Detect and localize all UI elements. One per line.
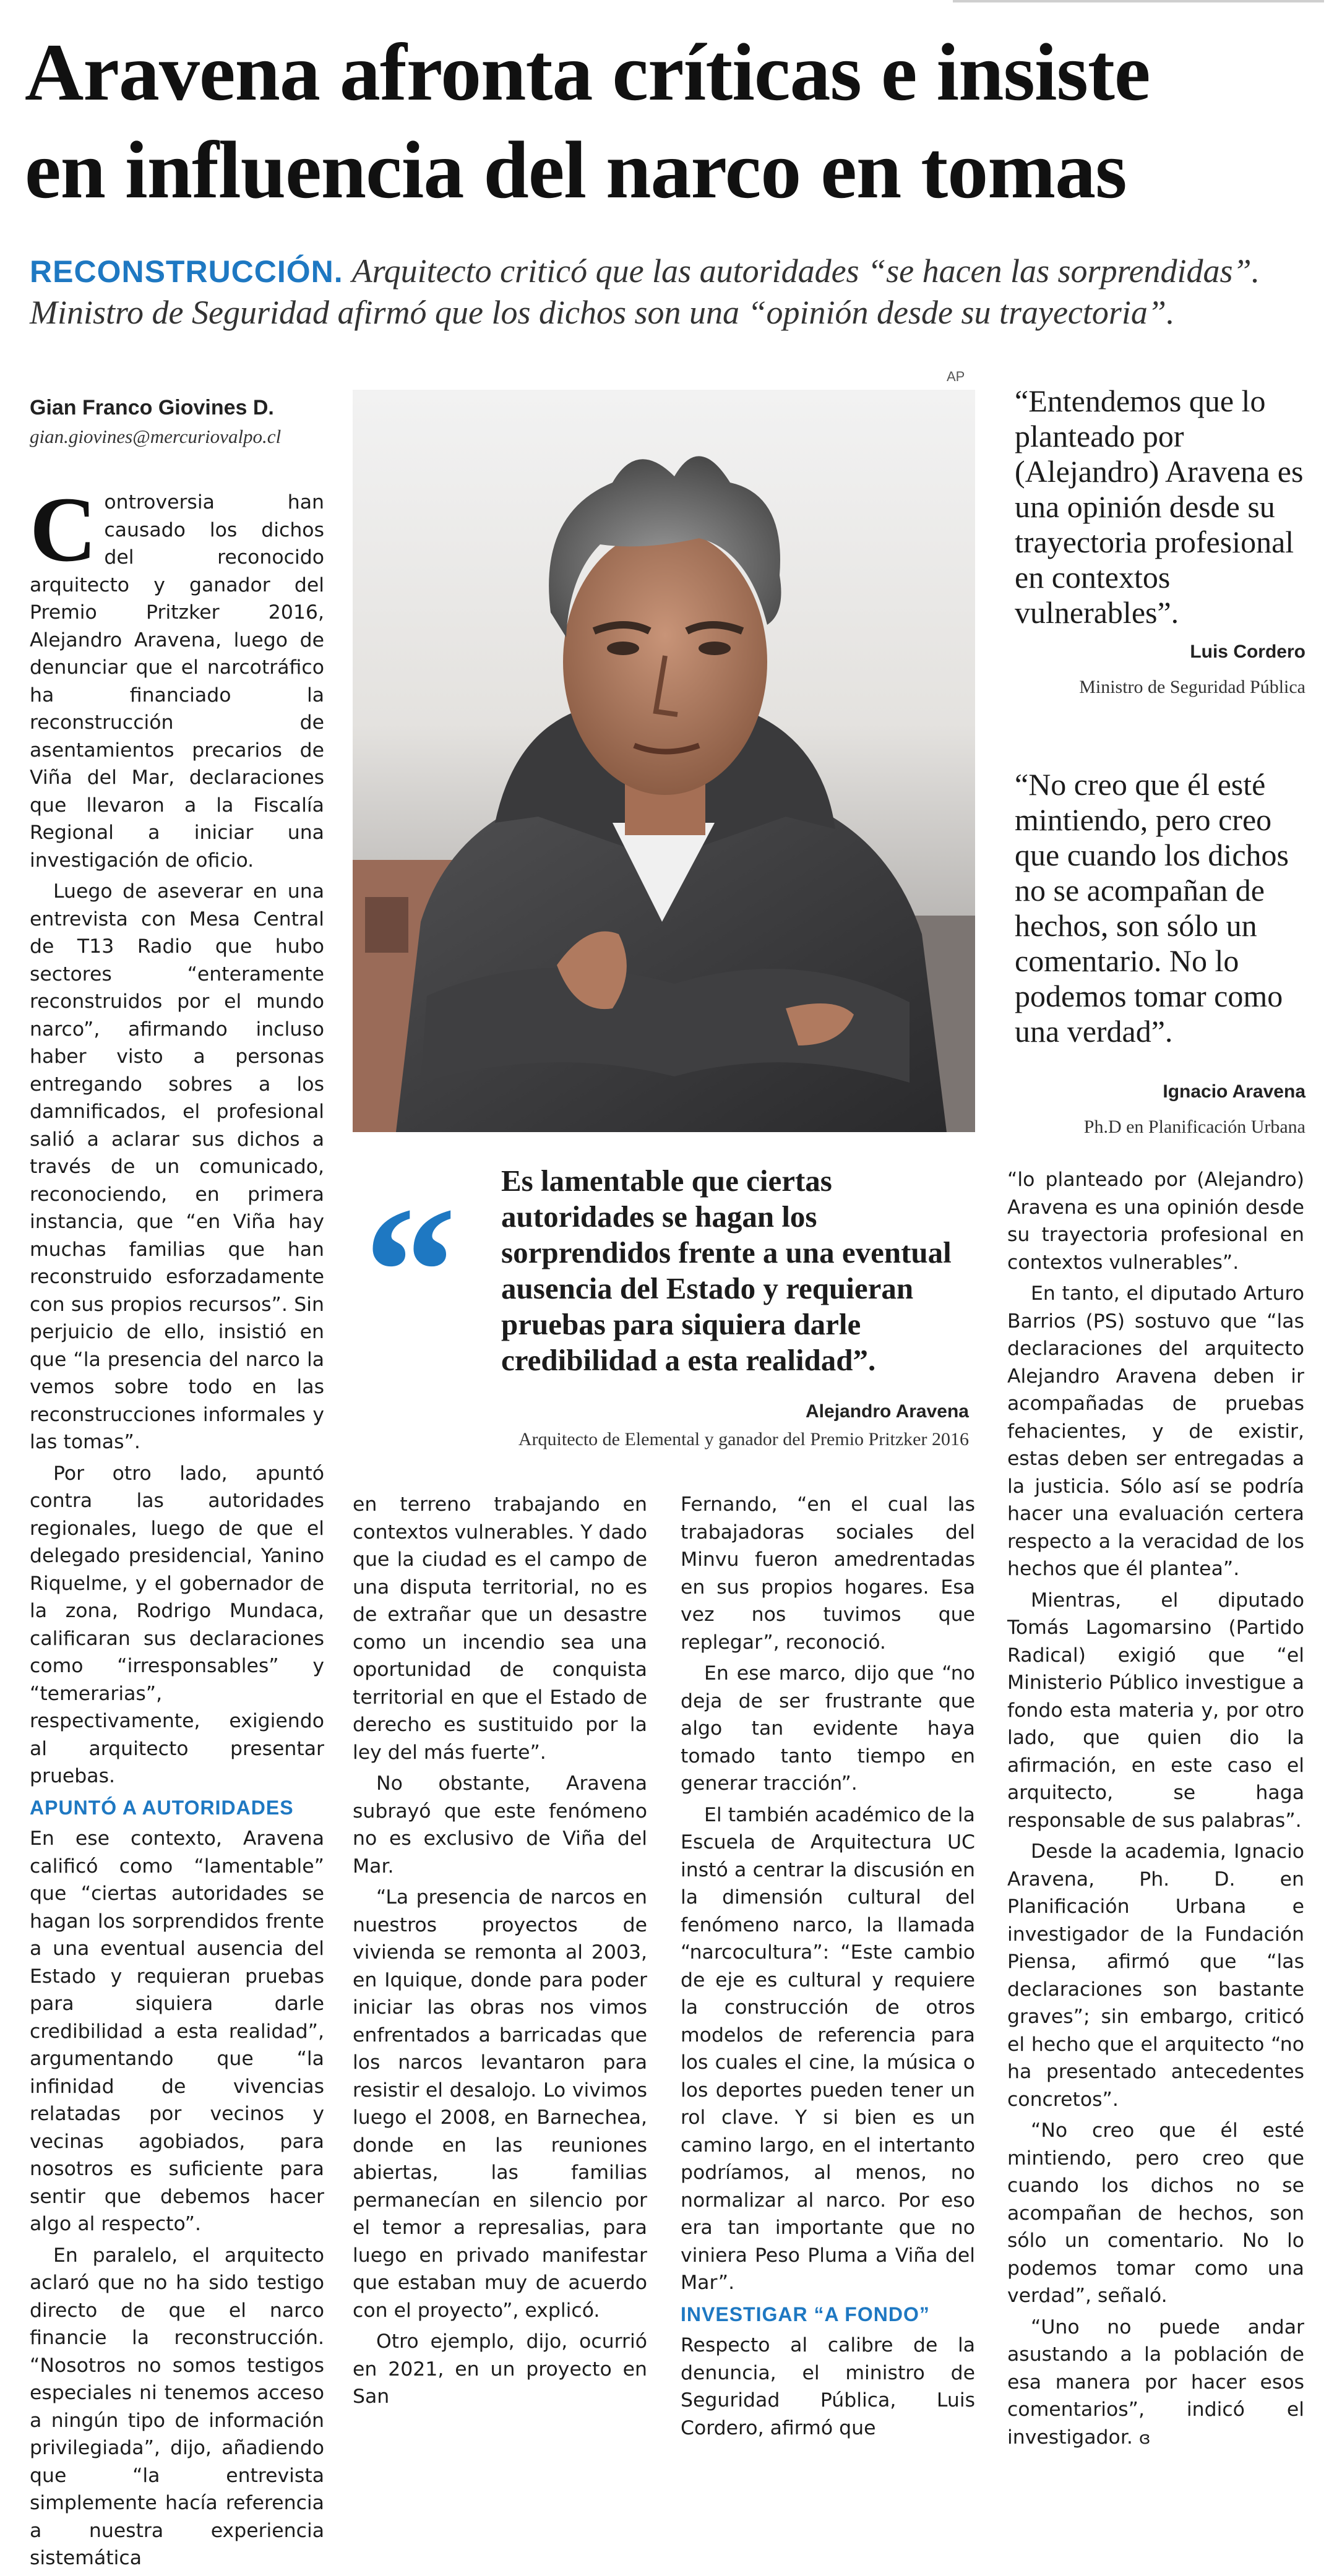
top-rule — [953, 0, 1324, 2]
paragraph: Respecto al calibre de la denuncia, el ministro de Seguridad Pública, Luis Cordero, afirmó que — [681, 2334, 975, 2439]
article-column-1 — [30, 478, 324, 2576]
pullquote-role: Ministro de Seguridad Pública — [1079, 677, 1305, 697]
paragraph: Luego de aseverar en una entrevista con Mesa Central de T13 Radio que hubo sectores “enteramente reconstruidos por el mundo narco”, afirmando incluso haber visto a personas entregando sobres a los damnificados, el profesional salió a aclarar sus dichos a través de un comunicado, reconociendo, en primera instancia, que “en Viña hay muchas familias que han reconstruido esforzadamente con sus propios recursos”. Sin perjuicio de ello, insistió en que “la presencia del narco la vemos sobre todo en las reconstrucciones informales y las tomas”. — [30, 880, 324, 1453]
paragraph: Mientras, el diputado Tomás Lagomarsino (Partido Radical) exigió que “el Ministerio Público investigue a fondo esta materia y, por otro lado, que quien dio la afirmación, en este caso el arquitecto, se haga responsable de sus palabras”. — [1007, 1589, 1304, 1832]
main-quote-text: Es lamentable que ciertas autoridades se hagan los sorprendidos frente a una eventual ausencia del Estado y requieran pruebas para siquiera darle credibilidad a esta realidad”. — [501, 1164, 952, 1377]
main-quote-name: Alejandro Aravena — [806, 1401, 969, 1422]
paragraph: Controversia han causado los dichos del reconocido arquitecto y ganador del Premio Pritzker 2016, Alejandro Aravena, luego de denunciar que el narcotráfico ha financiado la reconstrucción de asentamientos precarios de Viña del Mar, declaraciones que llevaron a la Fiscalía Regional a iniciar una investigación de oficio. — [30, 478, 324, 872]
deck — [30, 251, 1310, 333]
pullquote-text: “No creo que él esté mintiendo, pero creo que cuando los dichos no se acompañan de hechos, son sólo un comentario. No lo podemos tomar como una verdad”. — [1015, 767, 1289, 1049]
pullquote-ignacio — [1015, 767, 1305, 1144]
article-column-2 — [353, 1491, 647, 2415]
quote-mark-icon: “ — [364, 1169, 457, 1374]
paragraph: “Uno no puede andar asustando a la población de esa manera por hacer esos comentarios”, indicó el investigador. ɞ — [1007, 2316, 1304, 2449]
paragraph: “La presencia de narcos en nuestros proyectos de vivienda se remonta al 2003, en Iquique, donde para poder iniciar las obras nos vimos enfrentados a barricadas que los narcos levantaron para resistir el desalojo. Lo vivimos luego el 2008, en Barnechea, donde en las reuniones abiertas, las familias permanecían en silencio por el temor a represalias, para luego en privado manifestar que estaban muy de acuerdo con el proyecto”, explicó. — [353, 1886, 647, 2322]
headline-line-1: Aravena afronta críticas e insiste — [25, 27, 1150, 118]
paragraph: En ese contexto, Aravena calificó como “lamentable” que “ciertas autoridades se hagan los sorprendidos frente a una eventual ausencia del Estado y requieran pruebas para siquiera darle credibilidad a esta realidad”, argumentando que “la infinidad de vivencias relatadas por vecinos y vecinas agobiados, para nosotros es suficiente para sentir que debemos hacer algo al respecto”. — [30, 1827, 324, 2235]
paragraph: El también académico de la Escuela de Arquitectura UC instó a centrar la discusión en la dimensión cultural del fenómeno narco, la llamada “narcocultura”: “Este cambio de eje es cultural y requiere la construcción de otros modelos de referencia para los cuales el cine, la música o los deportes pueden tener un rol clave. Y si bien es un camino largo, en el intertanto podríamos, al menos, no normalizar al narco. Por eso era tan importante que no viniera Peso Pluma a Viña del Mar”. — [681, 1803, 975, 2294]
paragraph: Por otro lado, apuntó contra las autoridades regionales, luego de que el delegado presidencial, Yanino Riquelme, y el gobernador de la zona, Rodrigo Mundaca, calificaran sus declaraciones como “irresponsables” y “temerarias”, respectivamente, exigiendo al arquitecto presentar pruebas. — [30, 1462, 324, 1787]
deck-line-1: Arquitecto criticó que las autoridades “se hacen las sorprendidas”. — [351, 252, 1260, 290]
portrait-photo — [353, 390, 975, 1132]
pullquote-role: Ph.D en Planificación Urbana — [1083, 1117, 1305, 1137]
paragraph: Otro ejemplo, dijo, ocurrió en 2021, en un proyecto en San — [353, 2330, 647, 2408]
author-name: Gian Franco Giovines D. — [30, 396, 274, 419]
subhead-investigar: INVESTIGAR “A FONDO” — [681, 2303, 930, 2325]
pullquote-cordero — [1015, 384, 1305, 705]
paragraph: En tanto, el diputado Arturo Barrios (PS) sostuvo que “las declaraciones del arquitecto Alejandro Aravena deben ir acompañadas de pruebas fehacientes, y de existir, estas deben ser entregadas a la justicia. Sólo así se podría hacer una evaluación certera respecto a la veracidad de los hechos que él plantea”. — [1007, 1282, 1304, 1580]
paragraph: En paralelo, el arquitecto aclaró que no ha sido testigo directo de que el narco financie la reconstrucción. “Nosotros no somos testigos especiales ni tenemos acceso a ningún tipo de información privilegiada”, dijo, añadiendo que “la entrevista simplemente hacía referencia a nuestra experiencia sistemática — [30, 2244, 324, 2569]
deck-line-2: Ministro de Seguridad afirmó que los dichos son una “opinión desde su trayectoria”. — [30, 294, 1175, 331]
subhead-apunto: APUNTÓ A AUTORIDADES — [30, 1796, 294, 1819]
headline-line-2: en influencia del narco en tomas — [25, 124, 1127, 215]
author-email[interactable]: gian.giovines@mercuriovalpo.cl — [30, 426, 282, 447]
pullquote-text: “Entendemos que lo planteado por (Alejandro) Aravena es una opinión desde su trayectoria profesional en contextos vulnerables”. — [1015, 384, 1304, 630]
headline — [25, 24, 1312, 219]
paragraph: Fernando, “en el cual las trabajadoras sociales del Minvu fueron amedrentadas en sus propios hogares. Esa vez nos tuvimos que replegar”, reconoció. — [681, 1493, 975, 1654]
article-column-4 — [1007, 1166, 1304, 2455]
paragraph: No obstante, Aravena subrayó que este fenómeno no es exclusivo de Viña del Mar. — [353, 1772, 647, 1878]
photo-credit: AP — [947, 369, 965, 384]
section-tag: RECONSTRUCCIÓN. — [30, 254, 343, 289]
paragraph: En ese marco, dijo que “no deja de ser frustrante que algo tan evidente haya tomado tanto tiempo en generar tracción”. — [681, 1662, 975, 1795]
paragraph: “No creo que él esté mintiendo, pero creo que cuando los dichos no se acompañan de hechos, son sólo un comentario. No lo podemos tomar como una verdad”, señaló. — [1007, 2119, 1304, 2307]
pullquote-name: Ignacio Aravena — [1163, 1081, 1305, 1102]
paragraph: Desde la academia, Ignacio Aravena, Ph. D. en Planificación Urbana e investigador de la Fundación Piensa, afirmó que “las declaraciones son bastante graves”; sin embargo, criticó el hecho que el arquitecto “no ha presentado antecedentes concretos”. — [1007, 1840, 1304, 2111]
end-mark-icon: ɞ — [1138, 2427, 1151, 2448]
paragraph: “lo planteado por (Alejandro) Aravena es una opinión desde su trayectoria profesional en contextos vulnerables”. — [1007, 1169, 1304, 1274]
drop-cap: C — [30, 478, 97, 581]
article-column-3 — [681, 1491, 975, 2445]
pullquote-name: Luis Cordero — [1190, 642, 1305, 662]
paragraph: en terreno trabajando en contextos vulnerables. Y dado que la ciudad es el campo de una disputa territorial, no es de extrañar que un desastre como un incendio sea una oportunidad de conquista territorial en que el Estado de derecho es sustituido por la ley del más fuerte”. — [353, 1493, 647, 1764]
main-quote-role: Arquitecto de Elemental y ganador del Premio Pritzker 2016 — [518, 1429, 969, 1449]
portrait-illustration — [353, 390, 975, 1132]
